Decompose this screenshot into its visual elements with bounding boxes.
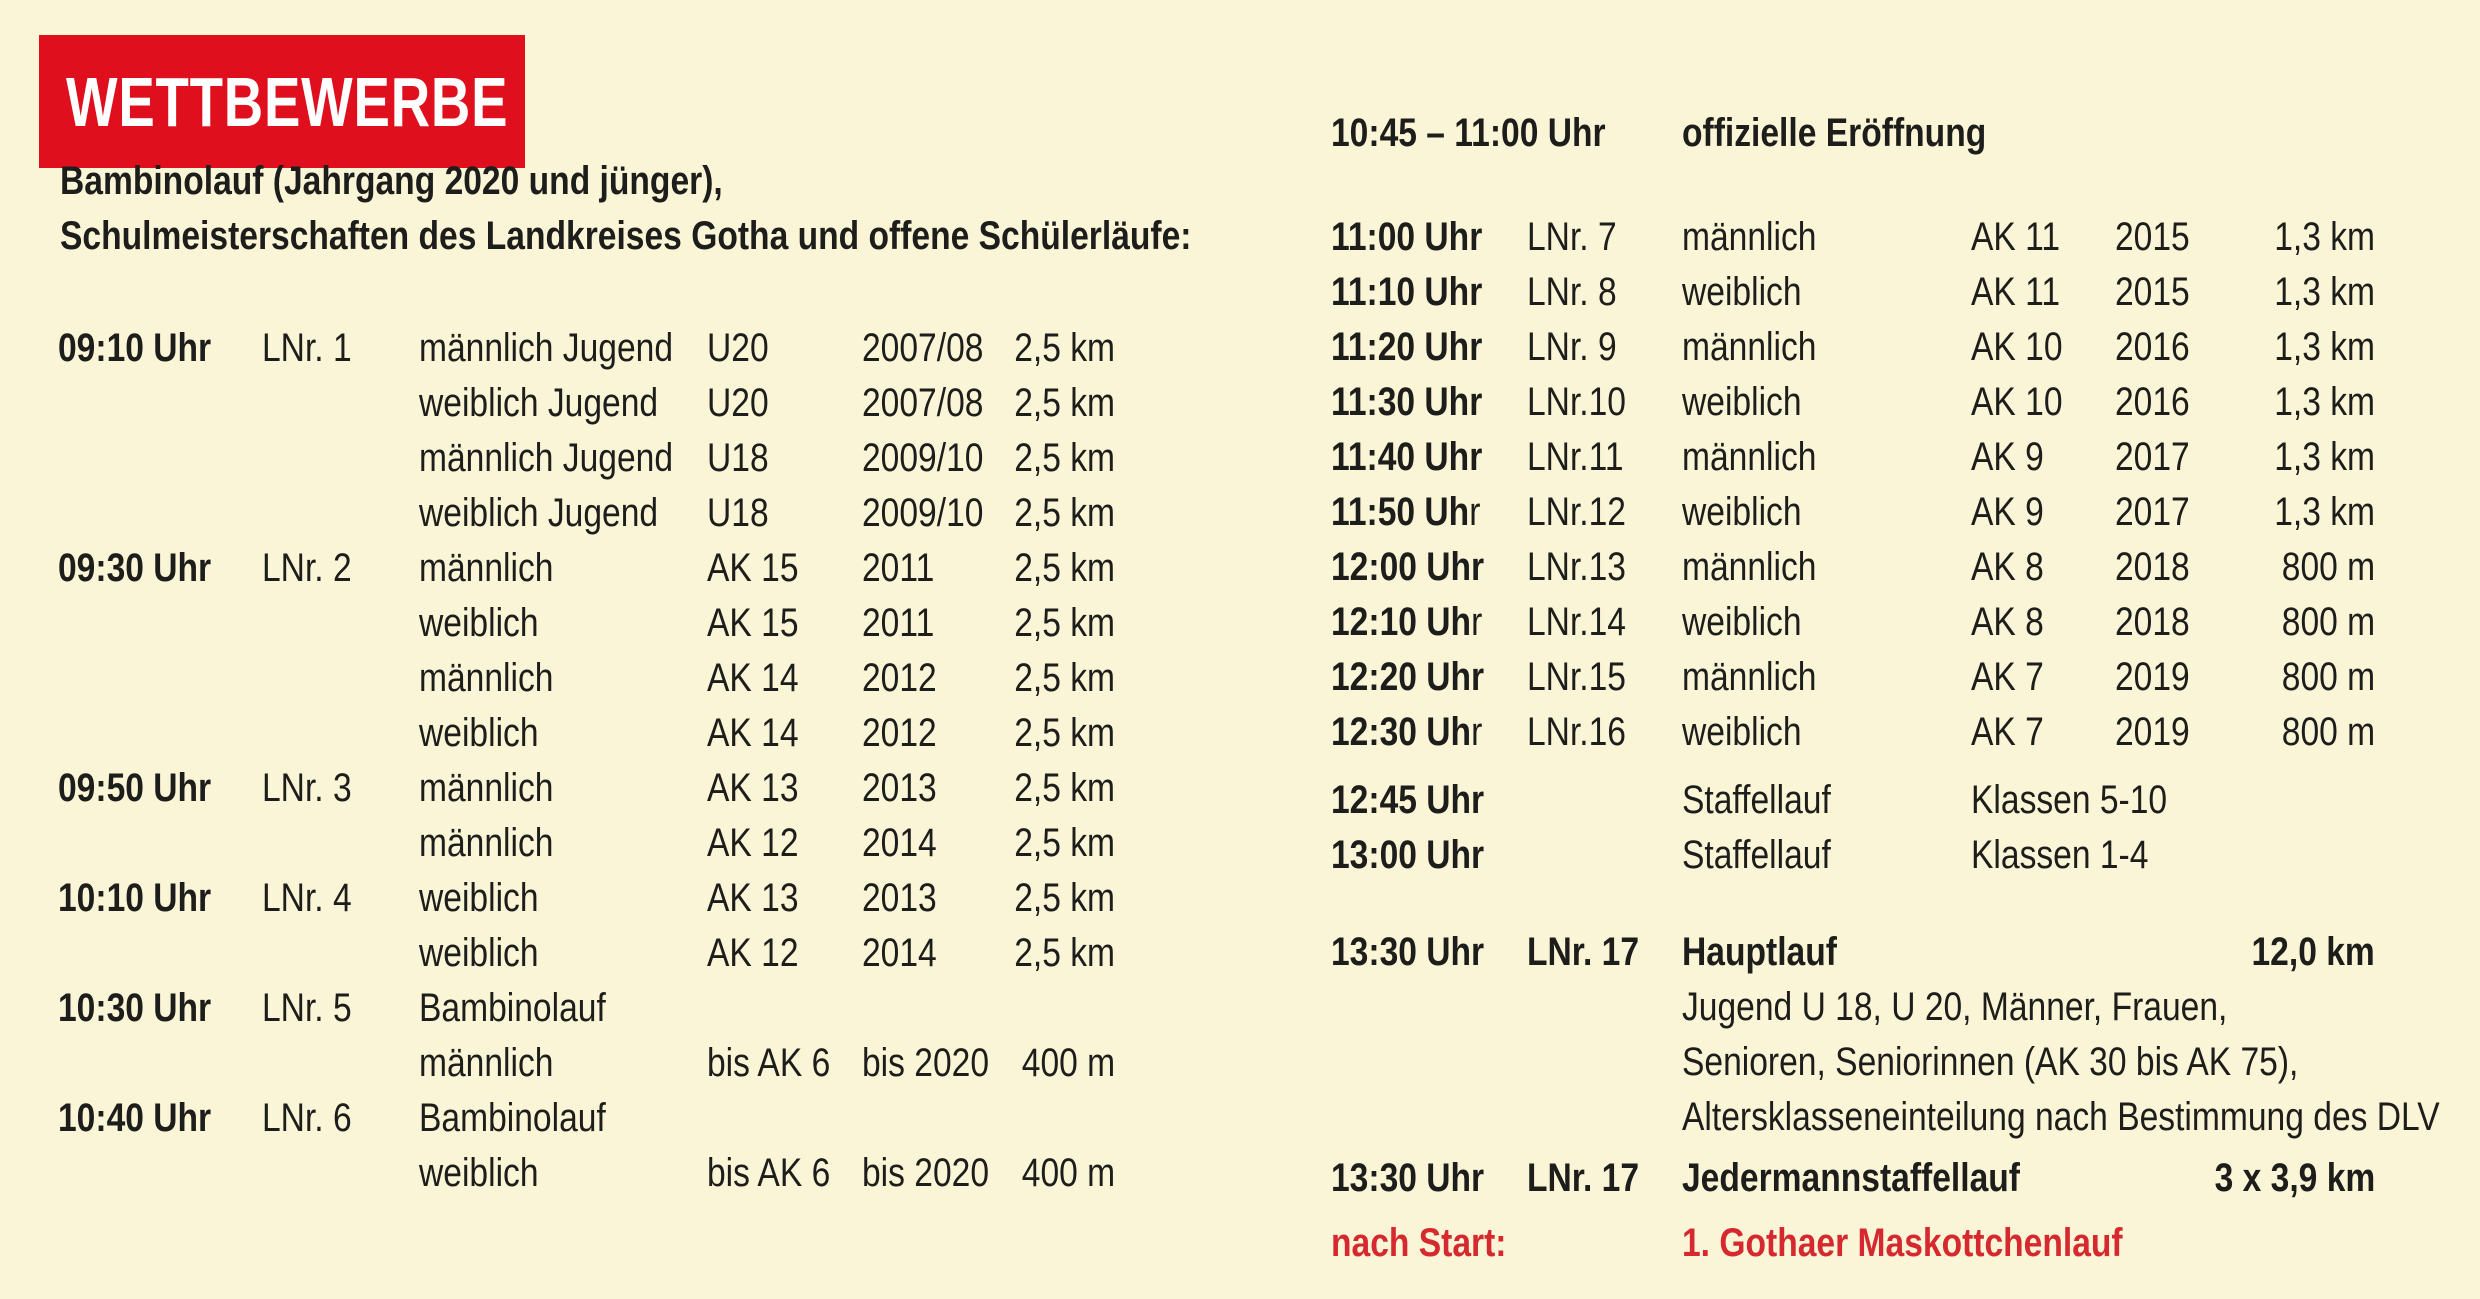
age-class-cell: AK 10 — [1971, 325, 2063, 369]
category-cell: weiblich — [419, 876, 539, 920]
jedermann-time: 13:30 Uhr — [1331, 1156, 1485, 1200]
time-cell: 09:30 Uhr — [58, 546, 212, 590]
lnr-cell: LNr. 6 — [262, 1096, 352, 1140]
distance-cell: 2,5 km — [1014, 821, 1115, 865]
distance-cell: 2,5 km — [1014, 656, 1115, 700]
year-cell: 2009/10 — [862, 491, 984, 535]
category-cell: weiblich — [419, 1151, 539, 1195]
year-cell: 2012 — [862, 656, 937, 700]
age-class-cell: U20 — [707, 326, 769, 370]
year-cell: 2017 — [2115, 490, 2190, 534]
year-cell: 2017 — [2115, 435, 2190, 479]
age-class-cell: AK 13 — [707, 766, 799, 810]
distance-cell: 400 m — [1021, 1151, 1115, 1195]
time-cell — [1331, 380, 1482, 424]
distance-cell: 800 m — [2281, 655, 2375, 699]
lnr-cell: LNr. 2 — [262, 546, 352, 590]
distance-cell: 800 m — [2281, 710, 2375, 754]
distance-cell: 1,3 km — [2274, 490, 2375, 534]
time-cell — [1331, 655, 1484, 699]
year-cell: 2016 — [2115, 325, 2190, 369]
category-cell: weiblich — [1682, 600, 1802, 644]
category-cell: weiblich — [1682, 380, 1802, 424]
distance-cell: 1,3 km — [2274, 435, 2375, 479]
jedermann-name: Jedermannstaffellauf — [1682, 1156, 2020, 1200]
distance-cell: 2,5 km — [1014, 876, 1115, 920]
time-bold-part: 12:10 Uh — [1331, 600, 1472, 644]
wettbewerbe-banner — [39, 35, 525, 168]
category-cell: männlich — [1682, 435, 1817, 479]
lnr-cell: LNr. 8 — [1527, 270, 1617, 314]
year-cell: 2014 — [862, 931, 937, 975]
distance-cell: 2,5 km — [1014, 601, 1115, 645]
time-cell — [1331, 600, 1482, 644]
time-regular-part: r — [1469, 490, 1481, 534]
age-class-cell: AK 12 — [707, 821, 799, 865]
category-cell: männlich Jugend — [419, 436, 674, 480]
page-title: WETTBEWERBE — [66, 62, 509, 141]
year-cell: 2007/08 — [862, 326, 984, 370]
time-cell: 12:45 Uhr — [1331, 778, 1485, 822]
distance-cell: 2,5 km — [1014, 766, 1115, 810]
year-cell: 2019 — [2115, 655, 2190, 699]
distance-cell: 1,3 km — [2274, 270, 2375, 314]
distance-cell: 800 m — [2281, 600, 2375, 644]
lnr-cell: LNr.12 — [1527, 490, 1627, 534]
category-cell: weiblich — [1682, 270, 1802, 314]
distance-cell: 2,5 km — [1014, 931, 1115, 975]
time-cell: 10:40 Uhr — [58, 1096, 212, 1140]
lnr-cell: LNr.13 — [1527, 545, 1627, 589]
category-cell: weiblich Jugend — [419, 381, 659, 425]
lnr-cell: LNr. 4 — [262, 876, 352, 920]
age-class-cell: AK 11 — [1971, 270, 2061, 314]
lnr-cell: LNr.15 — [1527, 655, 1627, 699]
distance-cell: 1,3 km — [2274, 380, 2375, 424]
year-cell: 2018 — [2115, 545, 2190, 589]
maskottchen-name: 1. Gothaer Maskottchenlauf — [1682, 1221, 2123, 1265]
time-cell — [1331, 270, 1482, 314]
age-class-cell: AK 8 — [1971, 545, 2044, 589]
time-cell — [1331, 215, 1482, 259]
klassen-cell: Klassen 5-10 — [1971, 778, 2168, 822]
age-class-cell: AK 10 — [1971, 380, 2063, 424]
time-cell: 10:10 Uhr — [58, 876, 212, 920]
year-cell: 2013 — [862, 876, 937, 920]
age-class-cell: AK 7 — [1971, 655, 2044, 699]
year-cell: 2009/10 — [862, 436, 984, 480]
category-cell: weiblich — [1682, 490, 1802, 534]
category-cell: männlich — [419, 656, 554, 700]
category-cell: männlich — [1682, 325, 1817, 369]
time-bold-part: 11:00 Uhr — [1331, 215, 1483, 259]
hauptlauf-detail-2: Senioren, Seniorinnen (AK 30 bis AK 75), — [1682, 1040, 2299, 1084]
time-cell — [1331, 710, 1482, 754]
distance-cell: 2,5 km — [1014, 381, 1115, 425]
year-cell: 2015 — [2115, 215, 2190, 259]
distance-cell: 2,5 km — [1014, 491, 1115, 535]
time-bold-part: 11:20 Uhr — [1331, 325, 1483, 369]
distance-cell: 2,5 km — [1014, 326, 1115, 370]
year-cell: 2012 — [862, 711, 937, 755]
year-cell: 2011 — [862, 601, 935, 645]
time-bold-part: 12:20 Uhr — [1331, 655, 1485, 699]
opening-time: 10:45 – 11:00 Uhr — [1331, 111, 1606, 155]
time-cell — [1331, 325, 1482, 369]
lnr-cell: LNr. 1 — [262, 326, 352, 370]
age-class-cell: bis AK 6 — [707, 1041, 831, 1085]
hauptlauf-detail-1: Jugend U 18, U 20, Männer, Frauen, — [1682, 985, 2228, 1029]
time-bold-part: 11:10 Uhr — [1331, 270, 1483, 314]
hauptlauf-lnr: LNr. 17 — [1527, 930, 1640, 974]
distance-cell: 2,5 km — [1014, 711, 1115, 755]
lnr-cell: LNr. 3 — [262, 766, 352, 810]
age-class-cell: AK 9 — [1971, 490, 2044, 534]
category-cell: Bambinolauf — [419, 986, 606, 1030]
time-cell — [1331, 490, 1480, 534]
lnr-cell: LNr.16 — [1527, 710, 1627, 754]
category-cell: Bambinolauf — [419, 1096, 606, 1140]
time-regular-part: r — [1471, 710, 1483, 754]
distance-cell: 1,3 km — [2274, 325, 2375, 369]
lnr-cell: LNr.14 — [1527, 600, 1627, 644]
time-cell: 10:30 Uhr — [58, 986, 212, 1030]
lnr-cell: LNr. 9 — [1527, 325, 1617, 369]
age-class-cell: AK 8 — [1971, 600, 2044, 644]
category-cell: Staffellauf — [1682, 778, 1831, 822]
jedermann-distance: 3 x 3,9 km — [2214, 1156, 2375, 1200]
time-cell: 09:10 Uhr — [58, 326, 212, 370]
category-cell: männlich — [419, 766, 554, 810]
age-class-cell: AK 7 — [1971, 710, 2044, 754]
year-cell: 2018 — [2115, 600, 2190, 644]
time-bold-part: 11:30 Uhr — [1331, 380, 1483, 424]
year-cell: 2019 — [2115, 710, 2190, 754]
distance-cell: 800 m — [2281, 545, 2375, 589]
year-cell: 2015 — [2115, 270, 2190, 314]
category-cell: männlich Jugend — [419, 326, 674, 370]
hauptlauf-distance: 12,0 km — [2251, 930, 2375, 974]
year-cell: 2014 — [862, 821, 937, 865]
category-cell: männlich — [419, 546, 554, 590]
klassen-cell: Klassen 1-4 — [1971, 833, 2149, 877]
year-cell: 2011 — [862, 546, 935, 590]
age-class-cell: U18 — [707, 436, 769, 480]
lnr-cell: LNr. 7 — [1527, 215, 1617, 259]
distance-cell: 1,3 km — [2274, 215, 2375, 259]
intro-line-1: Bambinolauf (Jahrgang 2020 und jünger), — [60, 159, 723, 203]
maskottchen-label: nach Start: — [1331, 1221, 1507, 1265]
age-class-cell: U20 — [707, 381, 769, 425]
category-cell: weiblich — [1682, 710, 1802, 754]
time-bold-part: 12:00 Uhr — [1331, 545, 1485, 589]
intro-line-2: Schulmeisterschaften des Landkreises Gotha und offene Schülerläufe: — [60, 214, 1192, 258]
category-cell: männlich — [1682, 545, 1817, 589]
time-cell: 09:50 Uhr — [58, 766, 212, 810]
lnr-cell: LNr.11 — [1527, 435, 1624, 479]
hauptlauf-name: Hauptlauf — [1682, 930, 1837, 974]
time-cell — [1331, 435, 1482, 479]
time-cell — [1331, 545, 1484, 589]
year-cell: 2013 — [862, 766, 937, 810]
year-cell: 2016 — [2115, 380, 2190, 424]
category-cell: männlich — [1682, 655, 1817, 699]
hauptlauf-detail-3: Altersklasseneinteilung nach Bestimmung des DLV — [1682, 1095, 2440, 1139]
lnr-cell: LNr. 5 — [262, 986, 352, 1030]
age-class-cell: AK 12 — [707, 931, 799, 975]
year-cell: 2007/08 — [862, 381, 984, 425]
opening-label: offizielle Eröffnung — [1682, 111, 1987, 155]
category-cell: männlich — [419, 821, 554, 865]
time-bold-part: 11:50 Uh — [1331, 490, 1470, 534]
time-regular-part: r — [1471, 600, 1483, 644]
year-cell: bis 2020 — [862, 1151, 990, 1195]
category-cell: weiblich — [419, 711, 539, 755]
age-class-cell: AK 14 — [707, 711, 799, 755]
jedermann-lnr: LNr. 17 — [1527, 1156, 1640, 1200]
age-class-cell: AK 9 — [1971, 435, 2044, 479]
age-class-cell: AK 11 — [1971, 215, 2061, 259]
distance-cell: 400 m — [1021, 1041, 1115, 1085]
category-cell: männlich — [1682, 215, 1817, 259]
age-class-cell: U18 — [707, 491, 769, 535]
category-cell: männlich — [419, 1041, 554, 1085]
lnr-cell: LNr.10 — [1527, 380, 1627, 424]
year-cell: bis 2020 — [862, 1041, 990, 1085]
category-cell: Staffellauf — [1682, 833, 1831, 877]
distance-cell: 2,5 km — [1014, 436, 1115, 480]
distance-cell: 2,5 km — [1014, 546, 1115, 590]
category-cell: weiblich — [419, 601, 539, 645]
category-cell: weiblich Jugend — [419, 491, 659, 535]
time-bold-part: 12:30 Uh — [1331, 710, 1472, 754]
time-bold-part: 11:40 Uhr — [1331, 435, 1483, 479]
age-class-cell: AK 15 — [707, 601, 799, 645]
age-class-cell: bis AK 6 — [707, 1151, 831, 1195]
age-class-cell: AK 13 — [707, 876, 799, 920]
age-class-cell: AK 15 — [707, 546, 799, 590]
time-cell: 13:00 Uhr — [1331, 833, 1485, 877]
category-cell: weiblich — [419, 931, 539, 975]
hauptlauf-time: 13:30 Uhr — [1331, 930, 1485, 974]
age-class-cell: AK 14 — [707, 656, 799, 700]
